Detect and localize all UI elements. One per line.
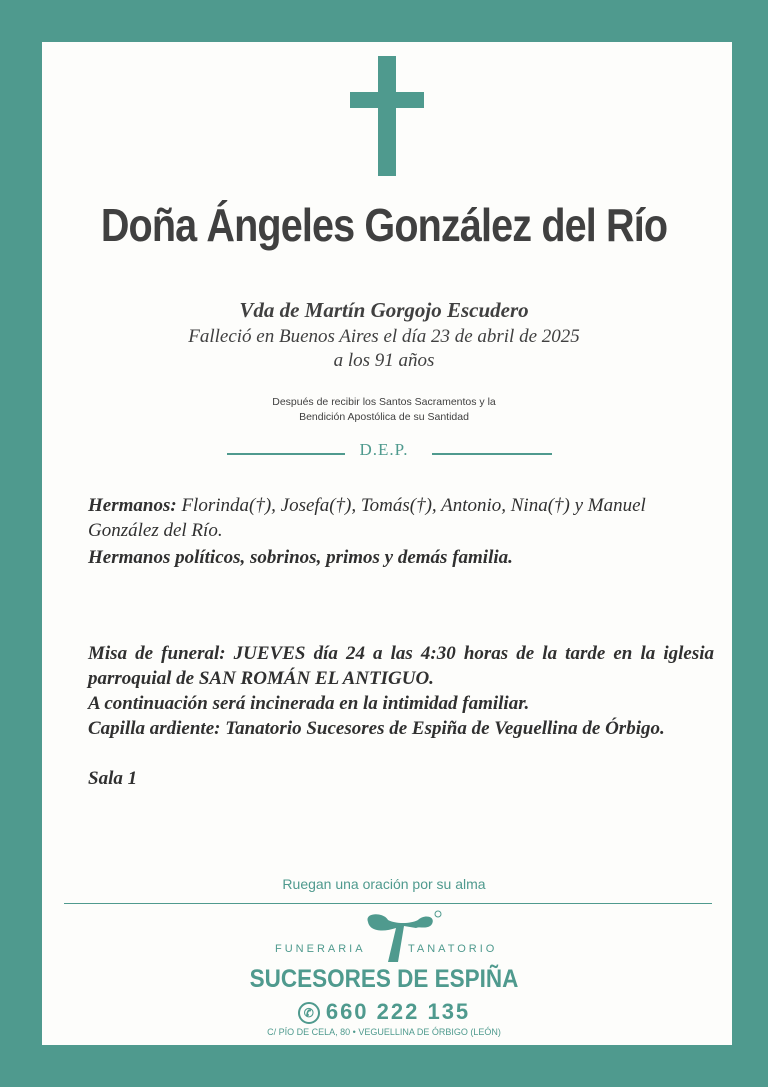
phone-line bbox=[0, 999, 768, 1025]
brand-name: SUCESORES DE ESPIÑA bbox=[249, 965, 519, 993]
siblings-names: Florinda(†), Josefa(†), Tomás(†), Antonio, Nina(†) y Manuel González del Río. bbox=[88, 495, 646, 541]
siblings-paragraph bbox=[88, 493, 714, 543]
obituary-card bbox=[42, 42, 732, 1045]
sacraments-line-2: Bendición Apostólica de su Santidad bbox=[299, 411, 469, 423]
cross-icon bbox=[378, 56, 396, 176]
deceased-name: Doña Ángeles González del Río bbox=[100, 199, 668, 251]
funeral-home-logo-icon bbox=[362, 910, 446, 966]
tanatorio-label: TANATORIO bbox=[408, 943, 498, 955]
age: a los 91 años bbox=[333, 350, 435, 371]
phone-icon: ✆ bbox=[298, 1002, 320, 1024]
mass-info: Misa de funeral: JUEVES día 24 a las 4:30 horas de la tarde en la iglesia parroquial de SAN ROMÁN EL ANTIGUO. bbox=[88, 643, 714, 689]
death-info: Falleció en Buenos Aires el día 23 de abril de 2025 bbox=[188, 326, 580, 347]
siblings-label: Hermanos: bbox=[88, 495, 177, 516]
funeraria-label: FUNERARIA bbox=[275, 943, 366, 955]
phone-number: 660 222 135 bbox=[325, 999, 471, 1024]
widow-of: Vda de Martín Gorgojo Escudero bbox=[239, 298, 529, 322]
rip-line-right bbox=[432, 453, 552, 455]
room-info: Sala 1 bbox=[88, 768, 138, 789]
cremation-info: A continuación será incinerada en la intimidad familiar. bbox=[88, 693, 530, 714]
sacraments-line-1: Después de recibir los Santos Sacramentos y la bbox=[272, 396, 496, 408]
footer-divider bbox=[64, 903, 712, 904]
prayer-request: Ruegan una oración por su alma bbox=[282, 876, 486, 892]
chapel-info: Capilla ardiente: Tanatorio Sucesores de Espiña de Veguellina de Órbigo. bbox=[88, 718, 665, 739]
rip-text: D.E.P. bbox=[359, 440, 409, 459]
cross-icon-bar bbox=[350, 92, 424, 108]
address: C/ PÍO DE CELA, 80 • VEGUELLINA DE ÓRBIGO (LEÓN) bbox=[267, 1027, 501, 1037]
relatives: Hermanos políticos, sobrinos, primos y demás familia. bbox=[88, 547, 513, 568]
